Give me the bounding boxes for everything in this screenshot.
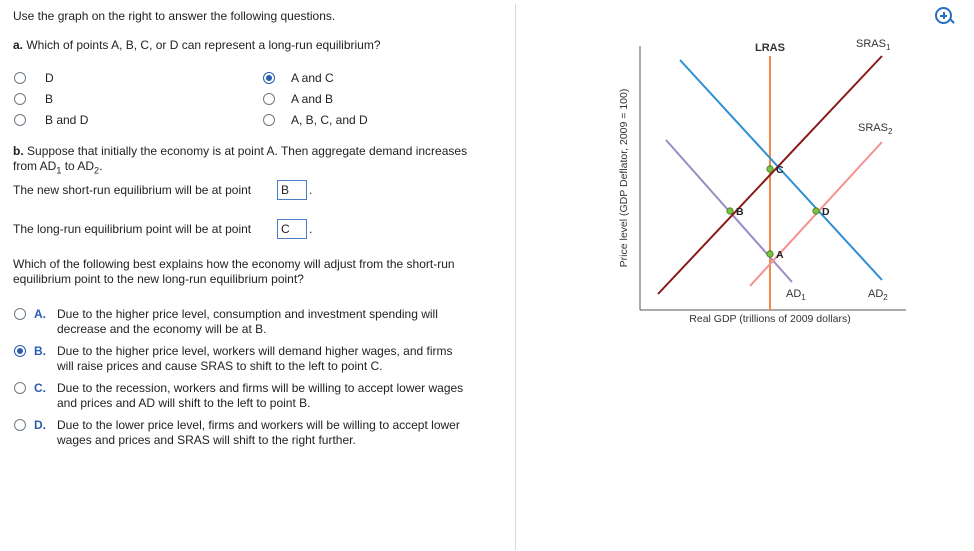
choice-b-letter: B. (34, 344, 46, 358)
choice-c-letter: C. (34, 381, 46, 395)
part-b-question-text: Suppose that initially the economy is at point A. Then aggregate demand increases (27, 144, 468, 158)
choice-a-letter: A. (34, 307, 46, 321)
choice-b-line1: Due to the higher price level, workers will demand higher wages, and firms (57, 344, 453, 358)
choice-b-line2: will raise prices and cause SRAS to shift to the left to point C. (57, 359, 383, 373)
choice-c-line1: Due to the recession, workers and firms will be willing to accept lower wages (57, 381, 464, 395)
long-run-answer-field[interactable]: C (277, 219, 307, 239)
option-d-label: D (45, 71, 54, 85)
short-run-answer-field[interactable]: B (277, 180, 307, 200)
sras1-label: $SRAS_1$ (856, 38, 891, 52)
ad1-subscript: 1 (56, 165, 62, 176)
point-a (767, 251, 773, 257)
radio-option-d[interactable] (14, 72, 26, 84)
sras2-label: $SRAS_2$ (858, 122, 893, 136)
zoom-in-icon-handle (949, 18, 955, 24)
point-b (727, 208, 733, 214)
choice-c-text[interactable] (57, 381, 497, 411)
choice-d-line2: wages and prices and SRAS will shift to the right further. (57, 433, 356, 447)
radio-choice-c[interactable] (14, 382, 26, 394)
zoom-in-icon[interactable] (935, 7, 952, 24)
choice-a-text[interactable] (57, 307, 497, 337)
long-run-period: . (309, 222, 313, 236)
radio-choice-d[interactable] (14, 419, 26, 431)
panel-divider (515, 4, 516, 550)
lras-label: LRAS (755, 42, 785, 54)
radio-choice-a[interactable] (14, 308, 26, 320)
choice-a-line2: decrease and the economy will be at B. (57, 322, 267, 336)
period-text: . (99, 159, 103, 173)
option-a-and-c-label: A and C (291, 71, 334, 85)
ad-text: from AD (13, 159, 57, 173)
ad1-label: $AD_1$ (786, 288, 806, 302)
option-b-and-d-label: B and D (45, 113, 89, 127)
choice-a-line1: Due to the higher price level, consumption and investment spending will (57, 307, 438, 321)
part-a-question (13, 38, 381, 53)
radio-option-a-and-c[interactable] (263, 72, 275, 84)
short-run-prompt: The new short-run equilibrium will be at point (13, 183, 252, 197)
explain-question-line1: Which of the following best explains how the economy will adjust from the short-run (13, 257, 455, 271)
choice-d-letter: D. (34, 418, 46, 432)
point-d-label: D (822, 206, 830, 218)
point-a-label: A (776, 249, 784, 261)
intro-text: Use the graph on the right to answer the following questions. (13, 9, 336, 23)
option-a-and-b-label: A and B (291, 92, 334, 106)
radio-option-b-and-d[interactable] (14, 114, 26, 126)
option-all-label: A, B, C, and D (291, 113, 368, 127)
point-b-label: B (736, 206, 744, 218)
choice-d-line1: Due to the lower price level, firms and workers will be willing to accept lower (57, 418, 460, 432)
ad-as-graph (600, 30, 920, 330)
choice-d-text[interactable] (57, 418, 497, 448)
choice-c-line2: and prices and AD will shift to the left to point B. (57, 396, 311, 410)
radio-option-a-and-b[interactable] (263, 93, 275, 105)
point-d (813, 208, 819, 214)
explain-question-line2: equilibrium point to the new long-run equilibrium point? (13, 272, 304, 286)
point-c (767, 166, 773, 172)
part-a-label: a. (13, 38, 24, 52)
radio-choice-b[interactable] (14, 345, 26, 357)
x-axis-label: Real GDP (trillions of 2009 dollars) (689, 313, 851, 325)
choice-b-text[interactable] (57, 344, 497, 374)
short-run-period: . (309, 183, 313, 197)
point-c-label: C (776, 164, 784, 176)
part-a-question-text: Which of points A, B, C, or D can represent a long-run equilibrium? (26, 38, 381, 52)
ad2-label: $AD_2$ (868, 288, 888, 302)
part-b-question-line2 (13, 159, 102, 178)
part-b-label: b. (13, 144, 24, 158)
radio-option-all[interactable] (263, 114, 275, 126)
to-ad-text: to AD (61, 159, 95, 173)
radio-option-b[interactable] (14, 93, 26, 105)
ad2-subscript: 2 (94, 165, 100, 176)
option-b-label: B (45, 92, 54, 106)
part-b-question-line1 (13, 144, 467, 159)
y-axis-label: Price level (GDP Deflator, 2009 = 100) (618, 88, 630, 268)
long-run-prompt: The long-run equilibrium point will be at point (13, 222, 252, 236)
